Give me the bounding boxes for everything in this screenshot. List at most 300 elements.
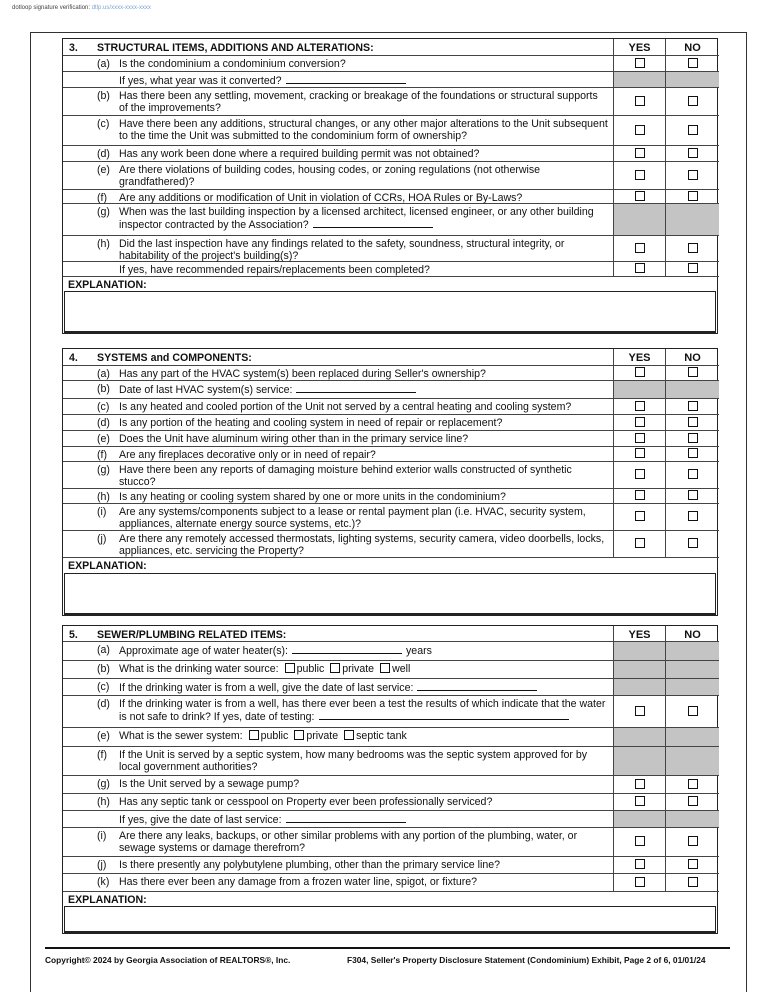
question-label: (c) xyxy=(97,681,110,693)
question xyxy=(63,146,613,161)
answer-blank[interactable] xyxy=(319,710,569,720)
question-text-wrap xyxy=(97,191,609,204)
section-title xyxy=(63,626,613,641)
option-checkbox[interactable] xyxy=(380,663,390,673)
question-label: (c) xyxy=(97,118,110,130)
section-title-text: SYSTEMS and COMPONENTS: xyxy=(97,352,252,364)
question-text: Is the Unit served by a sewage pump? xyxy=(119,778,300,790)
question-label: (a) xyxy=(97,644,110,656)
yes-cell xyxy=(613,747,665,775)
question-row xyxy=(63,794,719,811)
question-text: Are any fireplaces decorative only or in need of repair? xyxy=(119,449,376,461)
yes-checkbox[interactable] xyxy=(635,796,645,806)
yes-checkbox[interactable] xyxy=(635,859,645,869)
yes-cell xyxy=(613,857,665,873)
answer-blank[interactable] xyxy=(417,681,537,691)
verification-label: dotloop signature verification: xyxy=(12,5,91,11)
question-row xyxy=(63,447,719,462)
option-label: public xyxy=(260,730,289,742)
question-text-wrap xyxy=(97,748,609,773)
yes-checkbox[interactable] xyxy=(635,511,645,521)
question-text: Has there ever been any damage from a frozen water line, spigot, or fixture? xyxy=(119,876,478,888)
question-row xyxy=(63,236,719,262)
no-cell xyxy=(665,811,719,827)
no-cell xyxy=(665,828,719,856)
yes-checkbox[interactable] xyxy=(635,125,645,135)
question-row xyxy=(63,162,719,190)
question-text: If the Unit is served by a septic system, how many bedrooms was the septic system approved for by local government authorities? xyxy=(119,749,588,773)
yes-checkbox[interactable] xyxy=(635,263,645,273)
verification-link[interactable]: dtlp.us/xxxx-xxxx-xxxx xyxy=(91,5,152,11)
section-title-text: SEWER/PLUMBING RELATED ITEMS: xyxy=(97,629,287,641)
no-cell xyxy=(665,489,719,503)
question xyxy=(63,381,613,398)
yes-cell xyxy=(613,828,665,856)
question-label: (h) xyxy=(97,238,110,250)
question-label: (h) xyxy=(97,796,110,808)
yes-checkbox[interactable] xyxy=(635,148,645,158)
yes-checkbox[interactable] xyxy=(635,706,645,716)
question-label: (b) xyxy=(97,663,110,675)
question xyxy=(63,661,613,678)
question-text-wrap xyxy=(97,875,609,888)
question-row xyxy=(63,415,719,431)
question xyxy=(63,531,613,557)
question-text-wrap xyxy=(97,463,609,488)
question-row xyxy=(63,661,719,679)
question-row xyxy=(63,431,719,447)
explanation-label: EXPLANATION: xyxy=(68,279,147,291)
yes-cell xyxy=(613,190,665,203)
question-label: (h) xyxy=(97,491,110,503)
no-checkbox[interactable] xyxy=(688,877,698,887)
question xyxy=(63,874,613,891)
question-row xyxy=(63,531,719,558)
question-label: (a) xyxy=(97,368,110,380)
question-row xyxy=(63,728,719,747)
question-text-wrap xyxy=(97,532,609,557)
question-row xyxy=(63,381,719,399)
no-checkbox[interactable] xyxy=(688,401,698,411)
question-text-wrap xyxy=(97,777,609,790)
question-label: (i) xyxy=(97,506,107,518)
no-checkbox[interactable] xyxy=(688,148,698,158)
no-checkbox[interactable] xyxy=(688,796,698,806)
question-text: Is there presently any polybutylene plumbing, other than the primary service line? xyxy=(119,859,500,871)
option-label: well xyxy=(392,663,411,675)
question xyxy=(63,88,613,115)
no-cell xyxy=(665,661,719,678)
question xyxy=(63,794,613,810)
no-header: NO xyxy=(665,39,719,55)
no-checkbox[interactable] xyxy=(688,538,698,548)
question xyxy=(63,415,613,430)
question-text-wrap xyxy=(97,680,609,694)
no-checkbox[interactable] xyxy=(688,779,698,789)
section-number: 3. xyxy=(69,42,78,54)
question-text-wrap xyxy=(97,432,609,445)
no-checkbox[interactable] xyxy=(688,706,698,716)
question-row xyxy=(63,489,719,504)
no-cell xyxy=(665,262,719,276)
option-label: public xyxy=(296,663,325,675)
question-label: (j) xyxy=(97,859,107,871)
no-checkbox[interactable] xyxy=(688,433,698,443)
question-label: (e) xyxy=(97,730,110,742)
yes-cell xyxy=(613,88,665,115)
no-checkbox[interactable] xyxy=(688,417,698,427)
no-cell xyxy=(665,190,719,203)
answer-blank[interactable] xyxy=(286,74,406,84)
yes-checkbox[interactable] xyxy=(635,538,645,548)
question-text-wrap xyxy=(97,416,609,429)
question-row xyxy=(63,204,719,236)
question-text: Are there violations of building codes, housing codes, or zoning regulations (not otherwise grandfathered)? xyxy=(119,164,541,188)
question-row xyxy=(63,146,719,162)
question-text: Did the last inspection have any findings related to the safety, soundness, structural integrity, or habitability of the project's building(s)? xyxy=(119,238,565,262)
question-text-wrap xyxy=(97,73,609,87)
yes-checkbox[interactable] xyxy=(635,836,645,846)
yes-checkbox[interactable] xyxy=(635,490,645,500)
question-text: Is any portion of the heating and cooling system in need of repair or replacement? xyxy=(119,417,503,429)
question-text: Has any work been done where a required building permit was not obtained? xyxy=(119,148,480,160)
question-text-wrap xyxy=(97,367,609,380)
no-checkbox[interactable] xyxy=(688,58,698,68)
question-row xyxy=(63,811,719,828)
form-info: F304, Seller's Property Disclosure Statement (Condominium) Exhibit, Page 2 of 6, 01/01/24 xyxy=(347,955,706,965)
question-label: (a) xyxy=(97,58,110,70)
question xyxy=(63,462,613,488)
no-cell xyxy=(665,431,719,446)
question-text: Has any septic tank or cesspool on Property ever been professionally serviced? xyxy=(119,796,493,808)
no-cell xyxy=(665,531,719,557)
question-text-wrap xyxy=(97,662,609,675)
yes-checkbox[interactable] xyxy=(635,96,645,106)
no-checkbox[interactable] xyxy=(688,263,698,273)
yes-cell xyxy=(613,728,665,746)
option-checkbox[interactable] xyxy=(330,663,340,673)
question-text-wrap xyxy=(97,729,609,742)
no-cell xyxy=(665,696,719,727)
question-row xyxy=(63,696,719,728)
question-text-wrap xyxy=(97,382,609,396)
no-cell xyxy=(665,747,719,775)
yes-cell xyxy=(613,489,665,503)
yes-cell xyxy=(613,874,665,891)
no-header: NO xyxy=(665,349,719,365)
question xyxy=(63,366,613,380)
question xyxy=(63,696,613,727)
question-text: Is any heating or cooling system shared by one or more units in the condominium? xyxy=(119,491,506,503)
no-cell xyxy=(665,146,719,161)
yes-cell xyxy=(613,431,665,446)
yes-cell xyxy=(613,72,665,87)
question-text-wrap xyxy=(97,163,609,188)
question-text: Are any systems/components subject to a lease or rental payment plan (i.e. HVAC, security system, appliances, alternate energy source systems, etc.)? xyxy=(119,506,586,530)
yes-checkbox[interactable] xyxy=(635,170,645,180)
question-label: (d) xyxy=(97,417,110,429)
answer-blank[interactable] xyxy=(313,218,433,228)
question-text-wrap xyxy=(97,448,609,461)
yes-checkbox[interactable] xyxy=(635,417,645,427)
no-cell xyxy=(665,857,719,873)
question-row xyxy=(63,776,719,794)
no-checkbox[interactable] xyxy=(688,170,698,180)
no-checkbox[interactable] xyxy=(688,490,698,500)
section-header xyxy=(63,626,719,642)
question xyxy=(63,56,613,71)
no-checkbox[interactable] xyxy=(688,243,698,253)
yes-cell xyxy=(613,116,665,145)
yes-checkbox[interactable] xyxy=(635,779,645,789)
no-checkbox[interactable] xyxy=(688,836,698,846)
explanation-label: EXPLANATION: xyxy=(68,894,147,906)
yes-cell xyxy=(613,56,665,71)
option-checkbox[interactable] xyxy=(344,730,354,740)
question-label: (d) xyxy=(97,698,110,710)
question xyxy=(63,811,613,827)
no-cell xyxy=(665,56,719,71)
yes-header: YES xyxy=(613,39,665,55)
question-text: Does the Unit have aluminum wiring other than in the primary service line? xyxy=(119,433,469,445)
question-text: If yes, what year was it converted? xyxy=(119,75,282,87)
question xyxy=(63,116,613,145)
question-row xyxy=(63,504,719,531)
no-cell xyxy=(665,679,719,695)
section-number: 4. xyxy=(69,352,78,364)
question-text: What is the sewer system: xyxy=(119,730,243,742)
question-text: Are any additions or modification of Unit in violation of CCRs, HOA Rules or By-Laws? xyxy=(119,192,523,204)
question xyxy=(63,190,613,203)
question-label: (c) xyxy=(97,401,110,413)
yes-cell xyxy=(613,696,665,727)
yes-cell xyxy=(613,262,665,276)
question xyxy=(63,262,613,276)
question-row xyxy=(63,399,719,415)
question-text: Is any heated and cooled portion of the Unit not served by a central heating and cooling system? xyxy=(119,401,572,413)
yes-cell xyxy=(613,811,665,827)
question-label: (j) xyxy=(97,533,107,545)
question-row xyxy=(63,190,719,204)
question xyxy=(63,236,613,261)
explanation-field[interactable] xyxy=(64,573,716,615)
no-checkbox[interactable] xyxy=(688,191,698,201)
question-row xyxy=(63,828,719,857)
answer-blank[interactable] xyxy=(292,644,402,654)
question-text-wrap xyxy=(97,858,609,871)
question-label: (e) xyxy=(97,433,110,445)
question-text-wrap xyxy=(97,57,609,70)
yes-checkbox[interactable] xyxy=(635,367,645,377)
question-label: (i) xyxy=(97,830,107,842)
yes-cell xyxy=(613,462,665,488)
yes-cell xyxy=(613,447,665,461)
no-cell xyxy=(665,728,719,746)
question-text: Have there been any additions, structural changes, or any other major alterations to the Unit subsequent to the time the Unit was submitted to the condominium form of ownership? xyxy=(119,118,608,142)
no-checkbox[interactable] xyxy=(688,448,698,458)
section-header xyxy=(63,349,719,366)
question-label: (f) xyxy=(97,192,107,204)
section-number: 5. xyxy=(69,629,78,641)
question-label: (b) xyxy=(97,383,110,395)
no-checkbox[interactable] xyxy=(688,511,698,521)
no-checkbox[interactable] xyxy=(688,367,698,377)
question-row xyxy=(63,857,719,874)
yes-cell xyxy=(613,776,665,793)
no-cell xyxy=(665,162,719,189)
question-row xyxy=(63,72,719,88)
question-text-wrap xyxy=(97,205,609,231)
option-label: septic tank xyxy=(356,730,407,742)
question-label: (f) xyxy=(97,449,107,461)
question xyxy=(63,776,613,793)
option-checkbox[interactable] xyxy=(294,730,304,740)
answer-blank[interactable] xyxy=(286,813,406,823)
question-row xyxy=(63,56,719,72)
question-text-wrap xyxy=(97,400,609,413)
yes-cell xyxy=(613,366,665,380)
answer-suffix: years xyxy=(406,645,432,657)
question-text-wrap xyxy=(97,697,609,723)
yes-checkbox[interactable] xyxy=(635,469,645,479)
yes-cell xyxy=(613,504,665,530)
signature-verification xyxy=(12,5,151,11)
question-text-wrap xyxy=(97,829,609,854)
question xyxy=(63,72,613,87)
question-row xyxy=(63,88,719,116)
no-cell xyxy=(665,204,719,235)
footer-divider xyxy=(45,947,730,949)
question-text: Has any part of the HVAC system(s) been replaced during Seller's ownership? xyxy=(119,368,486,380)
no-cell xyxy=(665,776,719,793)
no-cell xyxy=(665,236,719,261)
question xyxy=(63,728,613,746)
no-cell xyxy=(665,642,719,660)
question-text-wrap xyxy=(97,117,609,142)
question xyxy=(63,489,613,503)
question-text-wrap xyxy=(97,505,609,530)
question-label: (k) xyxy=(97,876,110,888)
no-cell xyxy=(665,447,719,461)
question xyxy=(63,431,613,446)
question-text: Have there been any reports of damaging moisture behind exterior walls constructed of synthetic stucco? xyxy=(119,464,572,488)
question-label: (d) xyxy=(97,148,110,160)
option-label: private xyxy=(342,663,375,675)
question-text: Are there any remotely accessed thermostats, lighting systems, security camera, video doorbells, locks, appliances, etc. servicing the Property? xyxy=(119,533,605,557)
question-text-wrap xyxy=(97,490,609,503)
explanation-label: EXPLANATION: xyxy=(68,560,147,572)
question-label: (f) xyxy=(97,749,107,761)
explanation-field[interactable] xyxy=(64,906,716,933)
question-text-wrap xyxy=(97,263,609,276)
question-text-wrap xyxy=(97,795,609,808)
yes-cell xyxy=(613,531,665,557)
no-checkbox[interactable] xyxy=(688,96,698,106)
section-title xyxy=(63,349,613,365)
section-4 xyxy=(62,348,718,616)
question xyxy=(63,447,613,461)
question xyxy=(63,679,613,695)
no-checkbox[interactable] xyxy=(688,859,698,869)
yes-checkbox[interactable] xyxy=(635,433,645,443)
question-text: What is the drinking water source: xyxy=(119,663,279,675)
no-cell xyxy=(665,366,719,380)
option-checkbox[interactable] xyxy=(249,730,259,740)
no-cell xyxy=(665,415,719,430)
question xyxy=(63,642,613,660)
section-header xyxy=(63,39,719,56)
option-label: private xyxy=(306,730,339,742)
question-text: If the drinking water is from a well, has there ever been a test the results of which indicate that the water is not safe to drink? If yes, date of testing: xyxy=(119,698,606,723)
yes-checkbox[interactable] xyxy=(635,243,645,253)
question xyxy=(63,857,613,873)
no-cell xyxy=(665,794,719,810)
question-row xyxy=(63,679,719,696)
yes-cell xyxy=(613,661,665,678)
yes-cell xyxy=(613,399,665,414)
question-label: (g) xyxy=(97,464,110,476)
yes-checkbox[interactable] xyxy=(635,191,645,201)
question-text: Date of last HVAC system(s) service: xyxy=(119,384,293,396)
question-row xyxy=(63,366,719,381)
section-title xyxy=(63,39,613,55)
question-text: If yes, have recommended repairs/replacements been completed? xyxy=(119,264,430,276)
no-cell xyxy=(665,381,719,398)
yes-checkbox[interactable] xyxy=(635,448,645,458)
no-cell xyxy=(665,399,719,414)
no-cell xyxy=(665,88,719,115)
question-label: (e) xyxy=(97,164,110,176)
question-row xyxy=(63,747,719,776)
yes-checkbox[interactable] xyxy=(635,58,645,68)
question-text-wrap xyxy=(97,812,609,826)
section-title-text: STRUCTURAL ITEMS, ADDITIONS AND ALTERATIONS: xyxy=(97,42,374,54)
question-row xyxy=(63,262,719,277)
yes-checkbox[interactable] xyxy=(635,877,645,887)
no-checkbox[interactable] xyxy=(688,125,698,135)
explanation-field[interactable] xyxy=(64,291,716,333)
yes-cell xyxy=(613,381,665,398)
question-row xyxy=(63,642,719,661)
section-3 xyxy=(62,38,718,334)
question-text-wrap xyxy=(97,147,609,160)
yes-cell xyxy=(613,794,665,810)
question-label: (g) xyxy=(97,206,110,218)
no-checkbox[interactable] xyxy=(688,469,698,479)
question-text-wrap xyxy=(97,89,609,114)
yes-cell xyxy=(613,146,665,161)
question xyxy=(63,204,613,235)
no-cell xyxy=(665,72,719,87)
question-text: When was the last building inspection by a licensed architect, licensed engineer, or any other building inspector contracted by the Association? xyxy=(119,206,594,231)
question xyxy=(63,504,613,530)
yes-header: YES xyxy=(613,349,665,365)
no-cell xyxy=(665,462,719,488)
question-text-wrap xyxy=(97,643,609,657)
yes-checkbox[interactable] xyxy=(635,401,645,411)
answer-blank[interactable] xyxy=(296,383,416,393)
question-text: Are there any leaks, backups, or other similar problems with any portion of the plumbing, water, or sewage systems or damage therefrom? xyxy=(119,830,578,854)
question-text: Has there been any settling, movement, cracking or breakage of the foundations or structural supports of the improvements? xyxy=(119,90,598,114)
option-checkbox[interactable] xyxy=(285,663,295,673)
question-text: If yes, give the date of last service: xyxy=(119,814,282,826)
yes-cell xyxy=(613,415,665,430)
yes-cell xyxy=(613,642,665,660)
question-row xyxy=(63,462,719,489)
question-text-wrap xyxy=(97,237,609,262)
section-5 xyxy=(62,625,718,934)
yes-cell xyxy=(613,162,665,189)
